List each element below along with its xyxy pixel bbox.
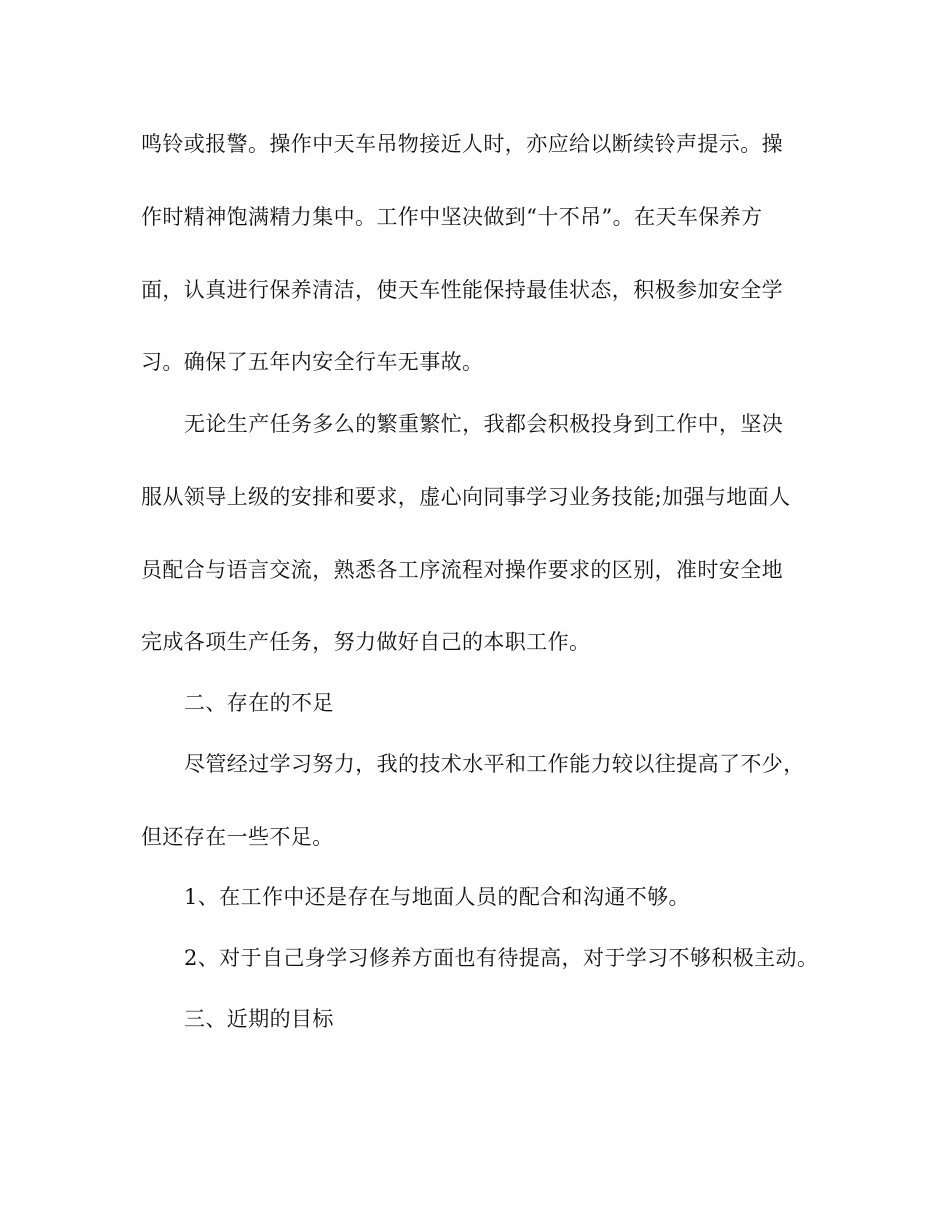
paragraph-line: 完成各项生产任务，努力做好自己的本职工作。: [141, 630, 591, 654]
paragraph-line: 尽管经过学习努力，我的技术水平和工作能力较以往提高了不少，: [184, 752, 805, 776]
paragraph-line: 面，认真进行保养清洁，使天车性能保持最佳状态，积极参加安全学: [141, 278, 783, 302]
paragraph-line: 鸣铃或报警。操作中天车吊物接近人时，亦应给以断续铃声提示。操: [141, 132, 783, 156]
paragraph-line: 作时精神饱满精力集中。工作中坚决做到“十不吊”。在天车保养方: [141, 205, 763, 229]
list-item: 2、对于自己身学习修养方面也有待提高，对于学习不够积极主动。: [184, 946, 819, 970]
paragraph-line: 但还存在一些不足。: [141, 825, 334, 849]
paragraph-line: 无论生产任务多么的繁重繁忙，我都会积极投身到工作中，坚决: [184, 412, 784, 436]
section-heading: 三、近期的目标: [184, 1007, 334, 1031]
paragraph-line: 习。确保了五年内安全行车无事故。: [141, 350, 484, 374]
list-item: 1、在工作中还是存在与地面人员的配合和沟通不够。: [184, 885, 690, 909]
paragraph-line: 员配合与语言交流，熟悉各工序流程对操作要求的区别，准时安全地: [141, 558, 783, 582]
paragraph-line: 服从领导上级的安排和要求，虚心向同事学习业务技能;加强与地面人: [141, 485, 791, 509]
section-heading: 二、存在的不足: [184, 691, 334, 715]
